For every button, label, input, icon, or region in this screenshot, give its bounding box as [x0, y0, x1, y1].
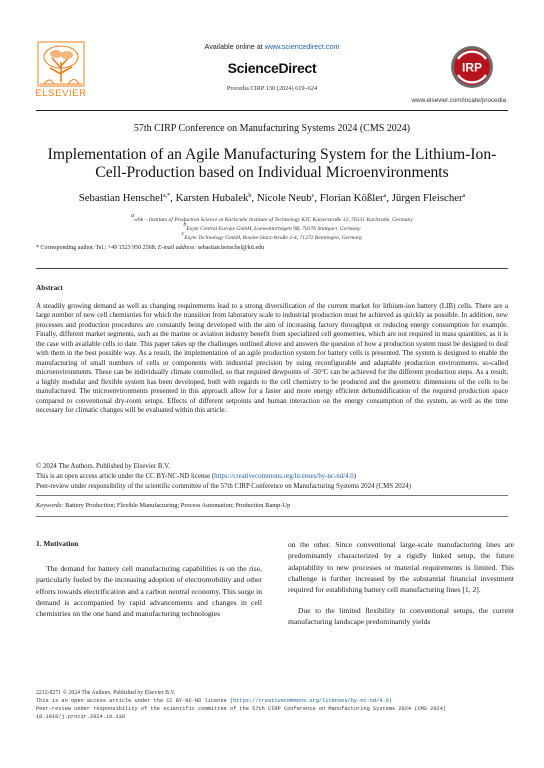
affiliation-mark: b	[183, 222, 187, 228]
abstract-divider	[36, 268, 508, 269]
journal-reference: Procedia CIRP 130 (2024) 619–624	[226, 85, 318, 92]
sciencedirect-link[interactable]: www.sciencedirect.com	[264, 42, 340, 51]
author-separator: ,	[314, 192, 320, 204]
body-column-left: The demand for battery cell manufacturing capabilities is on the rise, particularly fueled by the increasing adoption of electromobility and other efforts towards electrification and a carbon neutral economy. This surge in demand is accompanied by rapid advancements and changes in cell chemistries on the one hand and manufacturing technologies	[36, 564, 262, 619]
author-affiliation-mark: a,*	[162, 193, 171, 199]
author-separator: ,	[170, 192, 176, 204]
affiliation-c	[0, 231, 544, 241]
abstract-text: A steadily growing demand as well as changing requirements lead to a strong diversification of the current market for lithium-ion battery (LIB) cells. There are a large number of new cell chemistries for which the transition from laboratory scale to industrial production must be achieved as quickly as possible. In addition, new processes and production procedures are constantly being developed with the aim of increasing factory throughput or reducing energy consumption for example. Finally, different market segments, such as the marine or aviation industry benefit from specialized cell geometries, which are not required in mass quantities, as it is the case with available cells to date. This paper takes up the challenges outlined above and answers the question of how a production system must be designed to deal with them in the best possible way. As a result, the implementation of an agile production system for battery cells is presented. The system is designed to enable the manufacturing of small numbers of cells or components with industrial precision by using reconfigurable and adaptable production environments, so-called microenvironments. These can be individually climate controlled, so that required dewpoints of -50°C can be achieved for the different production steps. As a result, a highly modular and flexible system has been developed, both with regards to the cell chemistry to be produced and the geometric dimensions of the cells to be manufactured. The microenvironments presented in this approach allow for a faster and more energy efficient dehumidification of the required production space compared to conventional dry-room setups. Effects of different setpoints and human interaction on the energy consumption of the system, as well as the time necessary for climatic changes will be evaluated within this article.	[36, 302, 508, 414]
corresponding-author	[36, 245, 264, 251]
footer-license-link[interactable]: https://creativecommons.org/licenses/by-nc-nd/4.0	[233, 698, 389, 704]
author-name: Sebastian Henschel	[78, 192, 163, 204]
author-name: Nicole Neub	[256, 192, 312, 204]
author-email[interactable]: sebastian.henschel@kit.edu	[196, 245, 265, 251]
license-link[interactable]: https://creativecommons.org/licenses/by-nc-nd/4.0	[214, 473, 354, 480]
keywords-divider-bottom	[36, 516, 508, 517]
corresponding-prefix: * Corresponding author. Tel.: +49 1523 950 2568;	[36, 245, 158, 251]
license-suffix: )	[353, 473, 357, 480]
footer-license	[36, 698, 392, 704]
footer-peer-review: Peer-review under responsibility of the scientific committee of the 57th CIRP Conference on Manufacturing Systems 2024 (CMS 2024)	[36, 706, 447, 712]
footer-doi[interactable]: 10.1016/j.procir.2024.10.138	[36, 714, 126, 720]
body-column-right-paragraph-2: Due to the limited flexibility in conventional setups, the current manufacturing landscape predominantly yields	[288, 606, 514, 627]
paper-title: Implementation of an Agile Manufacturing System for the Lithium-Ion-Cell-Production based on Individual Microenvironments	[47, 146, 497, 181]
author-list	[0, 192, 544, 204]
license-prefix: This is an open access article under the CC BY-NC-ND license (	[36, 473, 215, 480]
sciencedirect-brand: ScienceDirect	[227, 60, 317, 76]
affiliation-text: Exyte Technology GmbH, Rosine-Starz-Straße 2-4, 71272 Renningen, Germany	[184, 235, 363, 241]
keywords-line	[36, 502, 290, 509]
author-affiliation-mark: a	[462, 193, 466, 199]
footer-issn: 2212-8271 © 2024 The Authors. Published by Elsevier B.V.	[36, 690, 176, 696]
keywords-text: Battery Production; Flexible Manufacturing; Process Automation; Production Ramp-Up	[63, 502, 291, 509]
author-name: Karsten Hubalek	[175, 192, 249, 204]
affiliation-text: wbk – Institute of Production Science at Karlsruhe Institute of Technology KIT, Kaiserstraße 12, 76131 Karlsruhe, Germany	[134, 217, 413, 223]
header-divider	[36, 110, 508, 111]
cirp-logo	[449, 44, 495, 90]
keywords-divider-top	[36, 495, 508, 496]
peer-review-line: Peer-review under responsibility of the scientific committee of the 57th CIRP Conference on Manufacturing Systems 2024 (CMS 2024)	[36, 483, 411, 490]
email-label: E-mail address:	[157, 245, 197, 251]
author-affiliation-mark: a	[383, 193, 387, 199]
author-name: Jürgen Fleischer	[391, 192, 463, 204]
author-affiliation-mark: c	[311, 193, 315, 199]
conference-name: 57th CIRP Conference on Manufacturing Systems 2024 (CMS 2024)	[133, 123, 411, 134]
copyright-line: © 2024 The Authors. Published by Elsevier B.V.	[36, 463, 170, 470]
license-line	[36, 473, 356, 480]
elsevier-wordmark: ELSEVIER	[35, 88, 87, 99]
section-heading: 1. Motivation	[36, 539, 79, 548]
available-prefix: Available online at	[204, 42, 265, 51]
affiliation-text: Exyte Central Europe GmbH, Loewentorbogen 9B, 70376 Stuttgart, Germany	[186, 226, 361, 232]
affiliation-mark: c	[181, 231, 185, 237]
author-name: Florian Kößler	[319, 192, 384, 204]
author-separator: ,	[251, 192, 257, 204]
body-column-right-paragraph-1: on the other. Since conventional large-scale manufacturing lines are predominantly characterized by a rigidly linked setup, the future adaptability to new processes or material requirements is limited. This challenge is further increased by the substantial financial investment required for establishing battery cell manufacturing lines [1, 2].	[288, 540, 514, 595]
footer-license-suffix: )	[388, 698, 393, 704]
affiliation-mark: a	[131, 213, 135, 219]
author-affiliation-mark: b	[248, 193, 252, 199]
cirp-logo-text: IRP	[461, 60, 483, 75]
abstract-heading: Abstract	[36, 284, 63, 292]
footer-license-prefix: This is an open access article under the CC BY-NC-ND license (	[36, 698, 234, 704]
author-separator: ,	[386, 192, 392, 204]
journal-url[interactable]: www.elsevier.com/locate/procedia	[411, 97, 506, 104]
keywords-label: Keywords:	[36, 502, 64, 509]
